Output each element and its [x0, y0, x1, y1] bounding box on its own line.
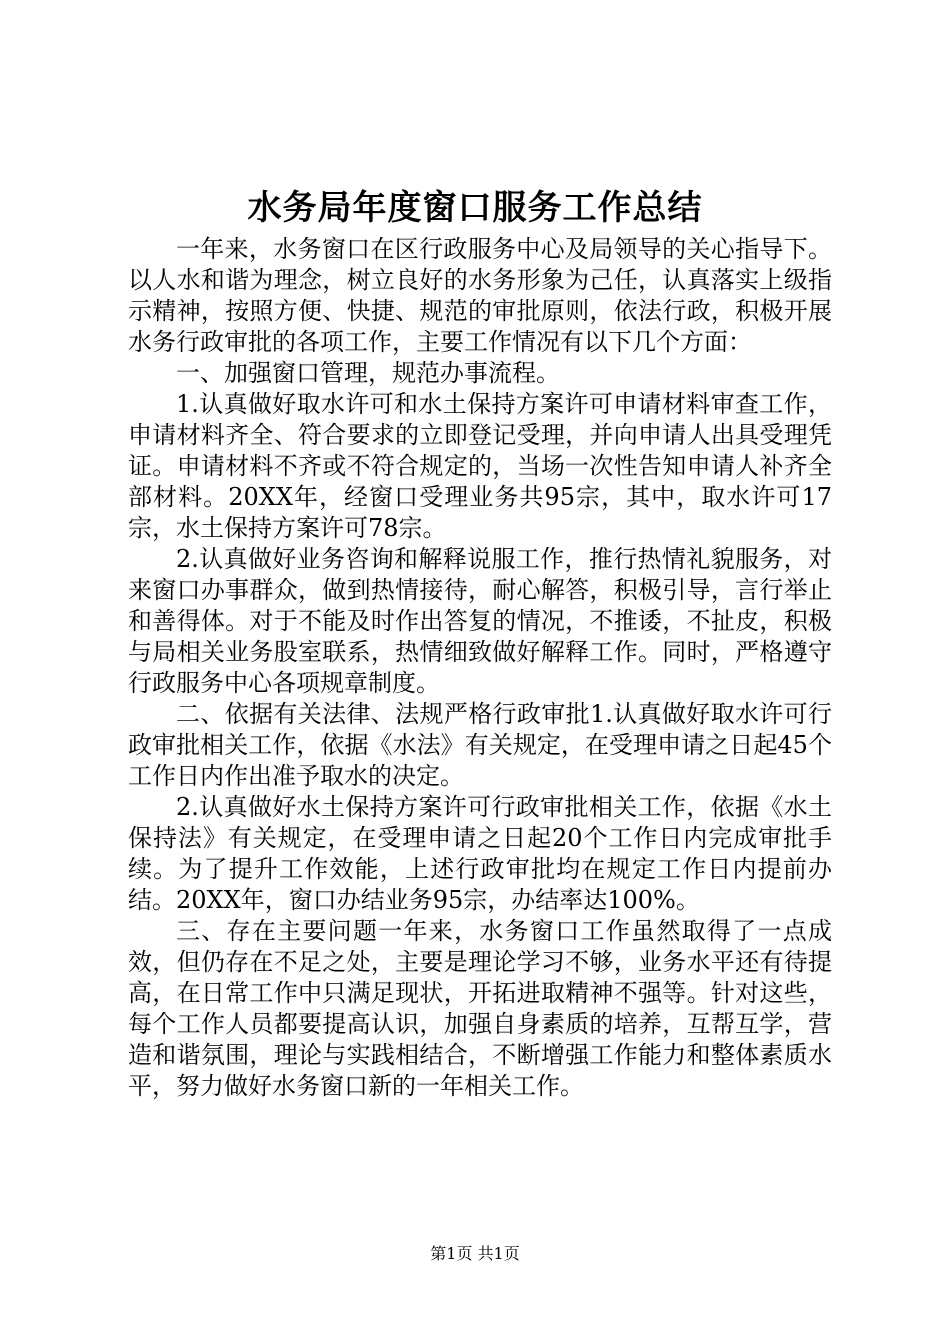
paragraph-section-2-item-2: 2.认真做好水土保持方案许可行政审批相关工作，依据《水土保持法》有关规定，在受理申请之日起20个工作日内完成审批手续。为了提升工作效能，上述行政审批均在规定工作日内提前办结。20XX年，窗口办结业务95宗，办结率达100%。	[128, 793, 832, 914]
paragraph-section-2: 二、依据有关法律、法规严格行政审批1.认真做好取水许可行政审批相关工作，依据《水法》有关规定，在受理申请之日起45个工作日内作出准予取水的决定。	[128, 700, 832, 790]
paragraph-section-1-item-2: 2.认真做好业务咨询和解释说服工作，推行热情礼貌服务，对来窗口办事群众，做到热情接待，耐心解答，积极引导，言行举止和善得体。对于不能及时作出答复的情况，不推诿，不扯皮，积极与局相关业务股室联系，热情细致做好解释工作。同时，严格遵守行政服务中心各项规章制度。	[128, 545, 832, 697]
paragraph-section-3: 三、存在主要问题一年来，水务窗口工作虽然取得了一点成效，但仍存在不足之处，主要是理论学习不够，业务水平还有待提高，在日常工作中只满足现状，开拓进取精神不强等。针对这些，每个工作人员都要提高认识，加强自身素质的培养，互帮互学，营造和谐氛围，理论与实践相结合，不断增强工作能力和整体素质水平，努力做好水务窗口新的一年相关工作。	[128, 917, 832, 1100]
paragraph-section-1-item-1: 1.认真做好取水许可和水土保持方案许可申请材料审查工作，申请材料齐全、符合要求的立即登记受理，并向申请人出具受理凭证。申请材料不齐或不符合规定的，当场一次性告知申请人补齐全部材料。20XX年，经窗口受理业务共95宗，其中，取水许可17宗，水土保持方案许可78宗。	[128, 390, 832, 542]
document-body	[128, 234, 832, 1102]
paragraph-section-1-heading: 一、加强窗口管理，规范办事流程。	[176, 359, 560, 387]
document-title: 水务局年度窗口服务工作总结	[247, 188, 703, 228]
paragraph-intro: 一年来，水务窗口在区行政服务中心及局领导的关心指导下。以人水和谐为理念，树立良好的水务形象为己任，认真落实上级指示精神，按照方便、快捷、规范的审批原则，依法行政，积极开展水务行政审批的各项工作，主要工作情况有以下几个方面：	[128, 235, 832, 356]
page-number-footer: 第1页 共1页	[430, 1244, 520, 1263]
